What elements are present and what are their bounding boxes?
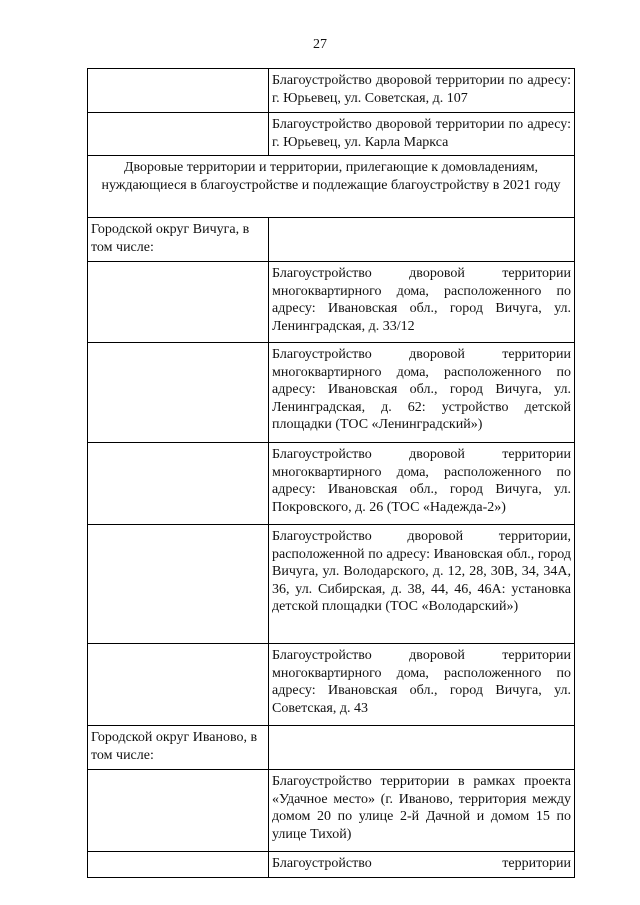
table-row [88, 726, 575, 770]
table-row [88, 69, 575, 113]
table-row [88, 262, 575, 343]
table-cell-left [88, 644, 269, 726]
table-cell-left [88, 262, 269, 343]
table-cell-right: Благоустройство дворовой территории по адресу: г. Юрьевец, ул. Карла Маркса [269, 113, 575, 156]
section-heading-row [88, 156, 575, 218]
table-cell-right: Благоустройство территории [269, 852, 575, 878]
table-row [88, 770, 575, 852]
table-cell-right: Благоустройство дворовой территории многоквартирного дома, расположенного по адресу: Ивановская обл., город Вичуга, ул. Советская, д. 43 [269, 644, 575, 726]
table-row [88, 644, 575, 726]
table-cell-left [88, 113, 269, 156]
table-cell-right: Благоустройство дворовой территории многоквартирного дома, расположенного по адресу: Ивановская обл., город Вичуга, ул. Ленинградская, д. 62: устройство детской площадки (ТОС «Ленинградский») [269, 343, 575, 443]
table-row [88, 852, 575, 878]
section-heading: Дворовые территории и территории, прилегающие к домовладениям, нуждающиеся в благоустройстве и подлежащие благоустройству в 2021 году [88, 156, 575, 218]
table-cell-left [88, 770, 269, 852]
page-number: 27 [313, 37, 327, 52]
table-row [88, 443, 575, 525]
table-cell-left [88, 852, 269, 878]
table-cell-right [269, 218, 575, 262]
group-label: Городской округ Иваново, в том числе: [88, 726, 269, 770]
group-label: Городской округ Вичуга, в том числе: [88, 218, 269, 262]
territories-table [87, 68, 575, 878]
table-cell-left [88, 525, 269, 644]
table-cell-right: Благоустройство дворовой территории многоквартирного дома, расположенного по адресу: Ивановская обл., город Вичуга, ул. Покровского, д. 26 (ТОС «Надежда-2») [269, 443, 575, 525]
table-cell-left [88, 343, 269, 443]
table-cell-left [88, 443, 269, 525]
table-cell-right: Благоустройство дворовой территории, расположенной по адресу: Ивановская обл., город Вичуга, ул. Володарского, д. 12, 28, 30В, 34, 34А, 36, ул. Сибирская, д. 38, 44, 46, 46А: установка детской площадки (ТОС «Володарский») [269, 525, 575, 644]
table-row [88, 218, 575, 262]
table-cell-right: Благоустройство территории в рамках проекта «Удачное место» (г. Иваново, территория между домом 20 по улице 2-й Дачной и домом 15 по улице Тихой) [269, 770, 575, 852]
table-row [88, 525, 575, 644]
table-row [88, 113, 575, 156]
table-row [88, 343, 575, 443]
table-cell-left [88, 69, 269, 113]
table-cell-right: Благоустройство дворовой территории по адресу: г. Юрьевец, ул. Советская, д. 107 [269, 69, 575, 113]
table-cell-right: Благоустройство дворовой территории многоквартирного дома, расположенного по адресу: Ивановская обл., город Вичуга, ул. Ленинградская, д. 33/12 [269, 262, 575, 343]
table-cell-right [269, 726, 575, 770]
